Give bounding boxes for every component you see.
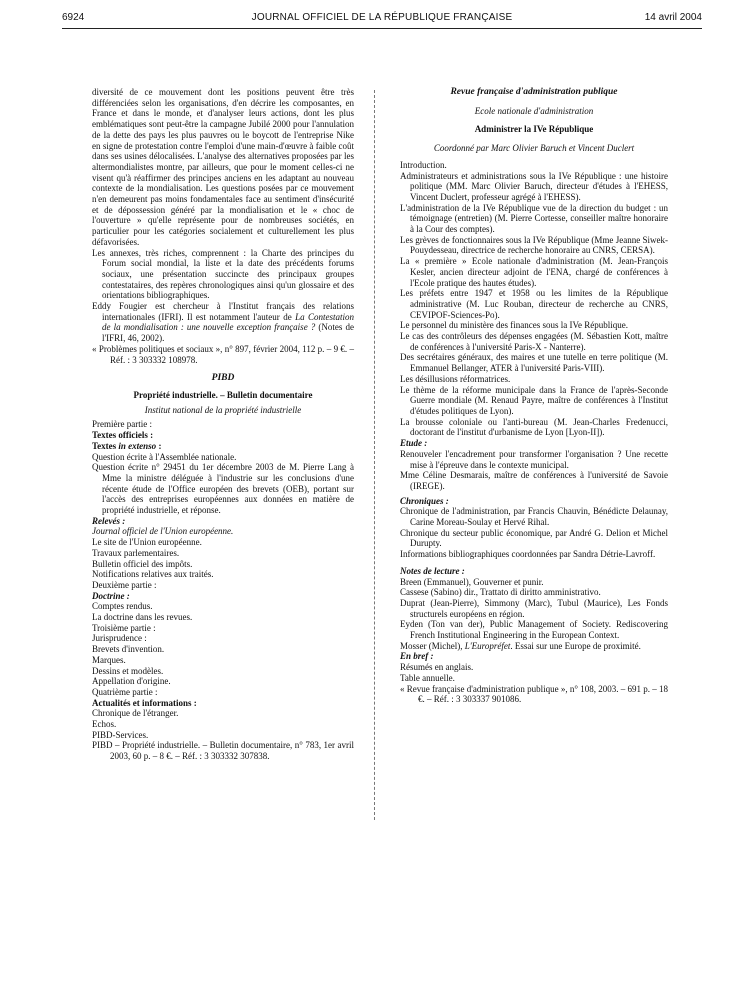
chronique-item: Chronique de l'administration, par Francis Chauvin, Bénédicte Delaunay, Carine Moreau-Soulay et Hervé Rihal. (400, 506, 668, 528)
ena-name: Ecole nationale d'administration (474, 105, 594, 116)
releve-2: Le site de l'Union européenne. (92, 537, 202, 548)
etude-item: Mme Céline Desmarais, maître de conférences à l'université de Savoie (IREGE). (400, 470, 668, 491)
left-column (92, 87, 354, 762)
header-rule (62, 28, 702, 29)
juris-2: Marques. (92, 654, 126, 665)
contents-item: Les désillusions réformatrices. (400, 373, 511, 384)
etude-heading: Etude : (400, 438, 428, 449)
note-item: Cassese (Sabino) dir., Trattato di diritto amministrativo. (400, 587, 601, 598)
rfap-reference: « Revue française d'administration publique », n° 108, 2003. – 691 p. – 18 €. – Réf. : 3 303337 901086. (400, 683, 668, 705)
pibd-title: Propriété industrielle. – Bulletin documentaire (133, 389, 313, 400)
right-column (400, 87, 668, 705)
part-one: Première partie : (92, 419, 152, 430)
page-number: 6924 (62, 12, 85, 23)
contents-item: Introduction. (400, 159, 447, 170)
question-2: Question écrite n° 29451 du 1er décembre 2003 de M. Pierre Lang à Mme la ministre déléguée à l'industrie sur les conclusions d'une récente étude de l'Office européen des brevets (OEB), portant sur l'accès des entreprises européennes aux données en matière de propriété industrielle, et réponse. (92, 462, 354, 516)
question-1: Question écrite à l'Assemblée nationale. (92, 451, 237, 462)
etude-item: Renouveler l'encadrement pour transformer l'organisation ? Une recette mise à l'épreuve dans le contexte municipal. (400, 448, 668, 470)
page-header (62, 10, 702, 28)
mosser-subtitle: . Essai sur une Europe de proximité. (510, 640, 641, 651)
juris-4: Appellation d'origine. (92, 676, 171, 687)
contents-item: La « première » Ecole nationale d'administration (M. Jean-François Kesler, ancien directeur adjoint de l'ENA, chargé de conférences à l'Ecole pratique des hautes études). (400, 256, 668, 288)
rfap-title: Administrer la IVe République (474, 124, 594, 135)
textes-extenso-b: in extenso (118, 440, 157, 451)
jurisprudence: Jurisprudence : (92, 633, 147, 644)
juris-3: Dessins et modèles. (92, 665, 164, 676)
column-divider (374, 90, 375, 820)
author-text: Eddy Fougier est chercheur à l'Institut français des relations internationales (IFRI). Il est notamment l'auteur de (92, 301, 354, 322)
pibd-institute: Institut national de la propriété industrielle (144, 404, 302, 415)
mosser-author: Mosser (Michel), (400, 640, 465, 651)
textes-extenso-a: Textes (92, 440, 119, 451)
journal-title: JOURNAL OFFICIEL DE LA RÉPUBLIQUE FRANÇAISE (251, 12, 513, 23)
actualite-1: Chronique de l'étranger. (92, 708, 179, 719)
contents-list (400, 160, 668, 438)
chronique-item: Informations bibliographiques coordonnées par Sandra Détrie-Lavroff. (400, 549, 656, 560)
part-three: Troisième partie : (92, 622, 156, 633)
textes-extenso (92, 441, 354, 452)
author-paragraph (92, 301, 354, 344)
actualite-2: Echos. (92, 719, 117, 730)
bref-item: Table annuelle. (400, 672, 455, 683)
intro-paragraph: diversité de ce mouvement dont les positions peuvent être très différenciées selon les organisations, d'en décrire les composantes, en France et dans le monde, et d'analyser leurs actions, dont les plus emblématiques sont peut-être la campagne Jubilé 2000 pour l'annulation de la dette des pays les plus pauvres ou le boycott de l'entreprise Nike en signe de protestation contre l'emploi d'une main-d'œuvre à faible coût dans ses usines délocalisées. L'analyse des alternatives proposées par les altermondialistes montre, par ailleurs, que pour le moment celles-ci ne visent qu'à réaffirmer des principes anciens en les adaptant au nouveau contexte de la mondialisation. Les questions posées par ce mouvement n'en demeurent pas moins fondamentales face au sentiment d'insécurité et de dépossession généré par la mondialisation et le « choc de l'ouverture » qu'elle représente pour de nombreuses sociétés, en particulier pour les catégories socialement et culturellement les plus défavorisées. (92, 87, 354, 247)
contents-item: Administrateurs et administrations sous la IVe République : une histoire politique (MM. Marc Olivier Baruch, directeur d'études à l'EHESS, Vincent Duclert, professeur agrégé à l'EHESS). (400, 170, 668, 202)
contents-item: Le personnel du ministère des finances sous la IVe République. (400, 320, 628, 331)
notes-heading: Notes de lecture : (400, 565, 465, 576)
note-item: Eyden (Ton van der), Public Management of Society. Rediscovering French Institutional Engineering in the European Context. (400, 619, 668, 641)
releve-3: Travaux parlementaires. (92, 547, 180, 558)
bref-item: Résumés en anglais. (400, 662, 474, 673)
actualite-3: PIBD-Services. (92, 729, 149, 740)
actualites: Actualités et informations : (92, 697, 197, 708)
part-four: Quatrième partie : (92, 686, 158, 697)
contents-item: La brousse coloniale ou l'anti-bureau (M. Jean-Charles Fredenucci, doctorant de l'institut d'urbanisme de Lyon [Lyon-II]). (400, 416, 668, 438)
releve-4: Bulletin officiel des impôts. (92, 558, 193, 569)
contents-item: Les préfets entre 1947 et 1958 ou les limites de la République administrative (M. Luc Rouban, directeur de recherche au CNRS, CEVIPOF-Sciences-Po). (400, 288, 668, 320)
annexes-paragraph: Les annexes, très riches, comprennent : la Charte des principes du Forum social mondial, la liste et la date des précédents forums sociaux, une présentation succincte des principaux groupes contestataires, des repères chronologiques ainsi qu'un glossaire et des orientations bibliographiques. (92, 247, 354, 301)
rfap-heading: Revue française d'administration publique (450, 87, 618, 97)
releve-5: Notifications relatives aux traités. (92, 569, 214, 580)
rfap-coordination: Coordonné par Marc Olivier Baruch et Vincent Duclert (433, 143, 635, 154)
textes-extenso-c: : (156, 440, 162, 451)
note-item-mosser (400, 641, 668, 652)
mosser-title: L'Europréfet (464, 640, 511, 651)
juris-1: Brevets d'invention. (92, 644, 165, 655)
chroniques-heading: Chroniques : (400, 495, 449, 506)
contents-item: Le cas des contrôleurs des dépenses engagées (M. Sébastien Kott, maître de conférences à l'université Paris-X - Nanterre). (400, 331, 668, 352)
doctrine: Doctrine : (92, 590, 130, 601)
issue-date: 14 avril 2004 (644, 12, 702, 23)
pibd-reference: PIBD – Propriété industrielle. – Bulletin documentaire, n° 783, 1er avril 2003, 60 p. – 8 €. – Réf. : 3 303332 307838. (92, 740, 354, 762)
doctrine-1: Comptes rendus. (92, 601, 153, 612)
en-bref-heading: En bref : (400, 651, 434, 662)
author-book-title: La Contestation de la mondialisation : une nouvelle exception française ? (102, 311, 354, 333)
note-item: Duprat (Jean-Pierre), Simmony (Marc), Tubul (Maurice), Les Fonds structurels européens en région. (400, 597, 668, 619)
contents-item: L'administration de la IVe République vue de la direction du budget : un témoignage (entretien) (M. Pierre Cortesse, conseiller maître honoraire à la Cour des comptes). (400, 202, 668, 235)
author-note: (Notes de l'IFRI, 46, 2002). (102, 322, 354, 344)
releve-1: Journal officiel de l'Union européenne. (92, 526, 234, 537)
pibd-heading: PIBD (211, 373, 235, 384)
part-two: Deuxième partie : (92, 579, 157, 590)
releves: Relevés : (92, 515, 126, 526)
contents-item: Le thème de la réforme municipale dans la France de l'après-Seconde Guerre mondiale (M. Renaud Payre, maître de conférences à l'Institut d'études politiques de Lyon). (400, 384, 668, 416)
reference-pps: « Problèmes politiques et sociaux », n° 897, février 2004, 112 p. – 9 €. – Réf. : 3 303332 108978. (92, 343, 354, 365)
chronique-item: Chronique du secteur public économique, par André G. Delion et Michel Durupty. (400, 527, 668, 549)
doctrine-2: La doctrine dans les revues. (92, 612, 193, 623)
textes-officiels: Textes officiels : (92, 430, 154, 441)
contents-item: Les grèves de fonctionnaires sous la IVe République (Mme Jeanne Siwek-Pouydesseau, directrice de recherche honoraire au CNRS, CERSA). (400, 234, 668, 256)
note-item: Breen (Emmanuel), Gouverner et punir. (400, 576, 544, 587)
contents-item: Des secrétaires généraux, des maires et une tutelle en terre politique (M. Emmanuel Bellanger, ATER à l'université Paris-VIII). (400, 352, 668, 374)
